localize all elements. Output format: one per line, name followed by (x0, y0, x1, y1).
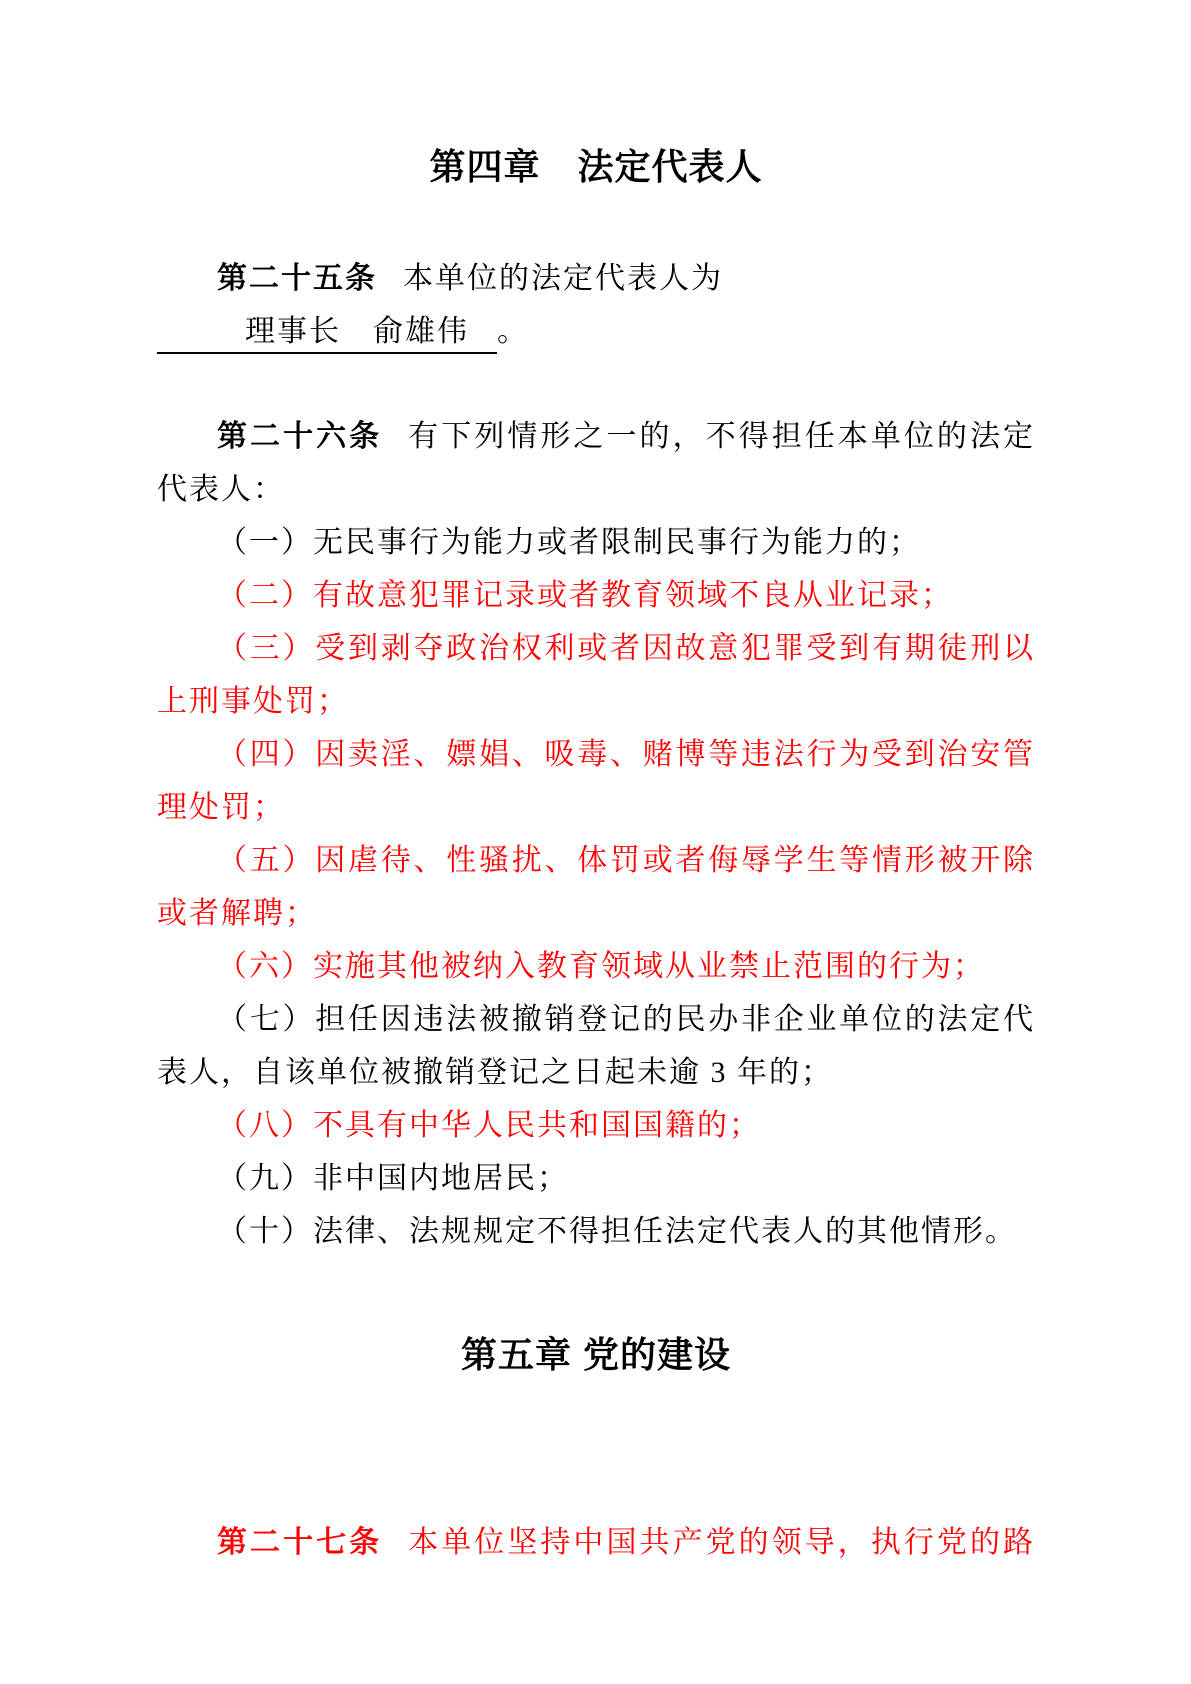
list-item-8: （八）不具有中华人民共和国国籍的； (217, 1109, 761, 1142)
list-item-3-line-2: 上刑事处罚； (157, 685, 349, 718)
article-26-block (157, 410, 1035, 1258)
article-25-number: 第二十五条 (217, 262, 377, 295)
article-26-intro-line-2: 代表人： (157, 473, 285, 506)
list-item-9: （九）非中国内地居民； (217, 1162, 569, 1195)
chapter-4-heading: 第四章 法定代表人 (429, 146, 763, 187)
article-25-lead-text: 本单位的法定代表人为 (403, 262, 723, 295)
article-26-number: 第二十六条 (217, 420, 383, 453)
article-25-paragraph (157, 252, 1035, 358)
list-item-6: （六）实施其他被纳入教育领域从业禁止范围的行为； (217, 950, 985, 983)
list-item-5-line-2: 或者解聘； (157, 897, 317, 930)
article-26-intro-text: 有下列情形之一的，不得担任本单位的法定 (408, 420, 1036, 453)
list-item-2: （二）有故意犯罪记录或者教育领域不良从业记录； (217, 579, 953, 612)
article-25-period: 。 (497, 315, 529, 348)
list-item-4-line-2: 理处罚； (157, 791, 285, 824)
chapter-5-heading: 第五章 党的建设 (460, 1334, 731, 1375)
legal-representative-underlined-name: 理事长 俞雄伟 (157, 312, 497, 354)
list-item-7-line-2: 表人，自该单位被撤销登记之日起未逾 3 年的； (157, 1056, 833, 1089)
list-item-7-line-1: （七）担任因违法被撤销登记的民办非企业单位的法定代 (217, 1003, 1035, 1036)
article-27-number: 第二十七条 (217, 1526, 383, 1559)
list-item-4-line-1: （四）因卖淫、嫖娼、吸毒、赌博等违法行为受到治安管 (217, 738, 1035, 771)
list-item-5-line-1: （五）因虐待、性骚扰、体罚或者侮辱学生等情形被开除 (217, 844, 1035, 877)
list-item-1: （一）无民事行为能力或者限制民事行为能力的； (217, 526, 921, 559)
article-27-text: 本单位坚持中国共产党的领导，执行党的路 (408, 1526, 1036, 1559)
list-item-3-line-1: （三）受到剥夺政治权利或者因故意犯罪受到有期徒刑以 (217, 632, 1035, 665)
article-26-intro-line-1 (157, 410, 1035, 463)
article-27-paragraph (157, 1516, 1035, 1569)
list-item-10: （十）法律、法规规定不得担任法定代表人的其他情形。 (217, 1215, 1017, 1248)
